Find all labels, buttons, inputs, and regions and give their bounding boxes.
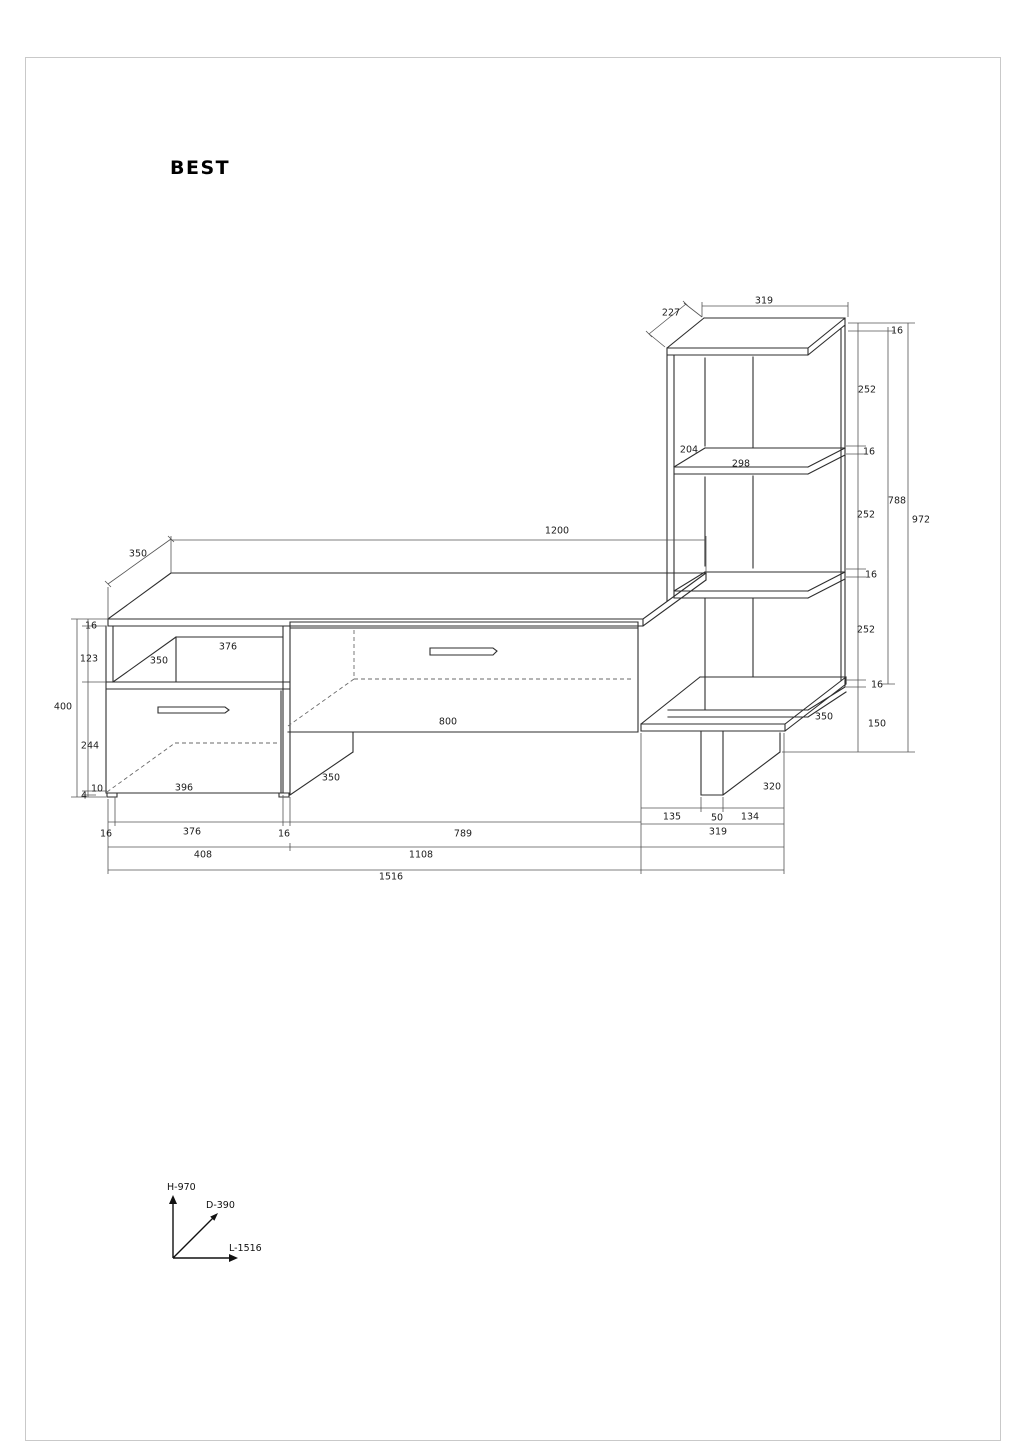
dimension-label: 16 (890, 325, 904, 337)
dimension-label: 376 (218, 641, 238, 653)
dimension-label: 788 (887, 495, 907, 507)
dimension-label: 320 (762, 781, 782, 793)
dimension-label: 350 (321, 772, 341, 784)
tv-stand-feet (107, 793, 289, 797)
dimension-label: 10 (90, 783, 104, 795)
dimension-labels (54, 295, 930, 882)
dimension-label: 252 (857, 384, 877, 396)
dimension-label: 1108 (408, 849, 434, 861)
hidden-edge-lines (107, 630, 632, 792)
dimension-label: 376 (182, 826, 202, 838)
axis-triad (167, 1182, 262, 1262)
dimension-label: 252 (856, 509, 876, 521)
dimension-label: 16 (99, 828, 113, 840)
dimension-label: 319 (754, 295, 774, 307)
depth-axis-label: D-390 (206, 1200, 235, 1211)
tv-stand-drawing (106, 573, 706, 797)
small-drawer-handle (158, 707, 229, 713)
dimension-label: 4 (80, 790, 88, 802)
dimension-label: 16 (862, 446, 876, 458)
dimension-label: 244 (80, 740, 100, 752)
dimension-label: 800 (438, 716, 458, 728)
dimension-label: 789 (453, 828, 473, 840)
height-axis-arrow (169, 1195, 177, 1204)
dimension-label: 227 (661, 307, 681, 319)
length-axis-label: L-1516 (229, 1243, 262, 1254)
large-drawer-handle (430, 648, 497, 655)
dimension-label: 350 (128, 548, 148, 560)
dimension-label: 408 (193, 849, 213, 861)
dimension-label: 16 (277, 828, 291, 840)
dimension-label: 134 (740, 811, 760, 823)
dimension-lines (71, 301, 915, 874)
dimension-label: 50 (710, 812, 724, 824)
dimension-label: 350 (149, 655, 169, 667)
dimension-label: 150 (867, 718, 887, 730)
page-title: BEST (170, 157, 231, 179)
shelf-unit-drawing (641, 318, 846, 795)
dimension-label: 298 (731, 458, 751, 470)
dimension-label: 135 (662, 811, 682, 823)
dimension-label: 350 (814, 711, 834, 723)
height-axis-label: H-970 (167, 1182, 196, 1193)
dimension-label: 16 (870, 679, 884, 691)
dimension-label: 1516 (378, 871, 404, 883)
dimension-label: 123 (79, 653, 99, 665)
dimension-label: 400 (53, 701, 73, 713)
page-border (26, 58, 1001, 1441)
dimension-label: 204 (679, 444, 699, 456)
dimension-label: 972 (911, 514, 931, 526)
dimension-label: 16 (864, 569, 878, 581)
length-axis-arrow (229, 1254, 238, 1262)
dimension-label: 319 (708, 826, 728, 838)
dimension-label: 252 (856, 624, 876, 636)
dimension-label: 396 (174, 782, 194, 794)
dimension-label: 16 (84, 620, 98, 632)
dimension-label: 1200 (544, 525, 570, 537)
